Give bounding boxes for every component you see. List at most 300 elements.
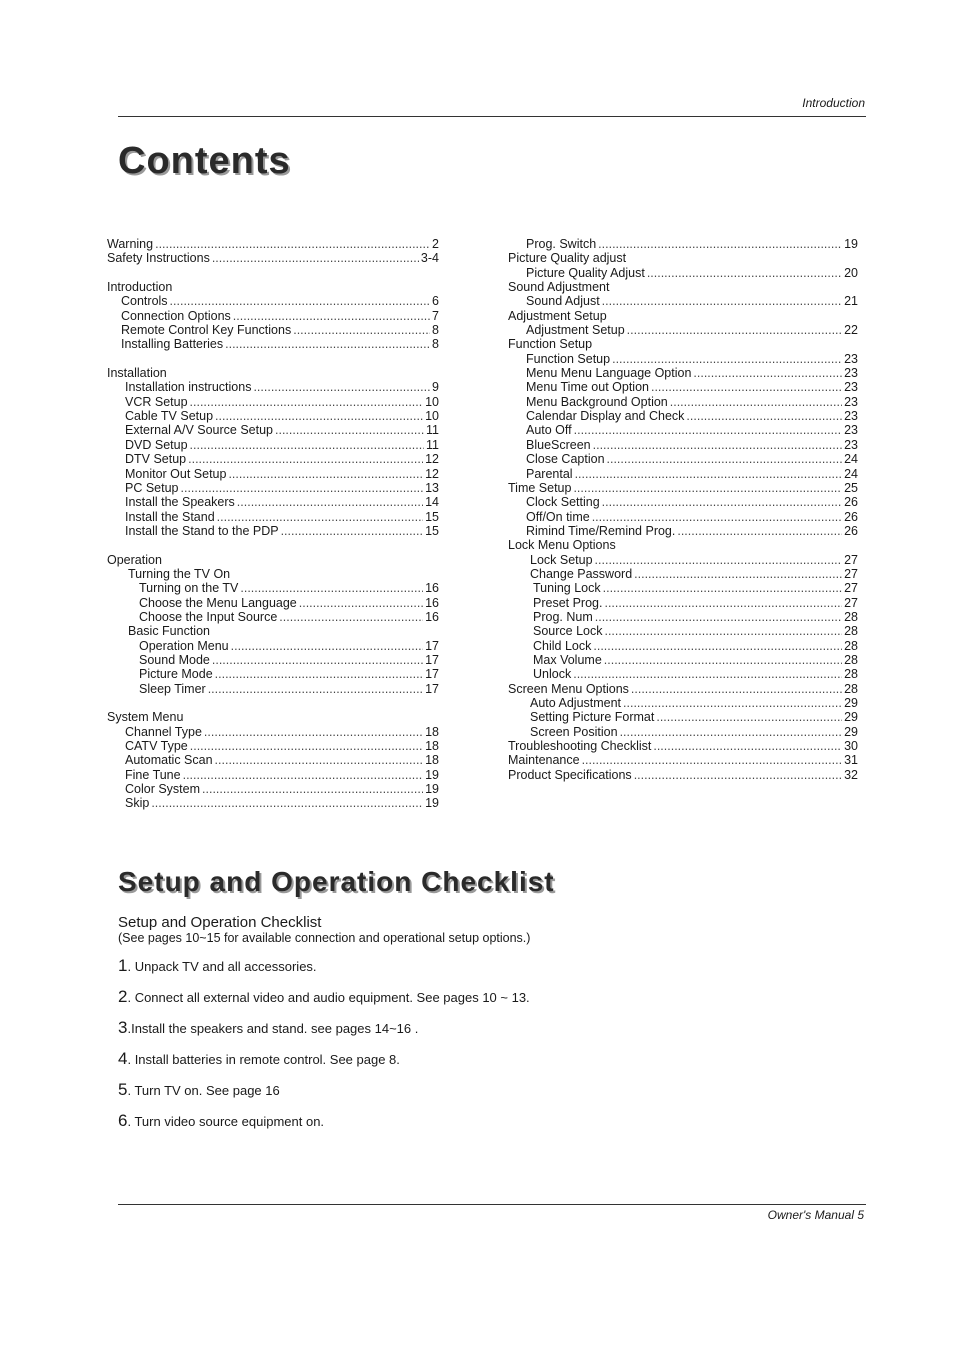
- toc-entry: [508, 639, 858, 653]
- toc-leader-dots: [693, 366, 842, 380]
- toc-entry-page: 19: [425, 767, 439, 782]
- toc-leader-dots: [602, 495, 842, 509]
- toc-entry: [107, 596, 439, 610]
- toc-entry: [508, 452, 858, 466]
- toc-entry: [107, 725, 439, 739]
- toc-leader-dots: [279, 610, 423, 624]
- toc-leader-dots: [595, 553, 843, 567]
- toc-entry-title: Time Setup: [508, 480, 572, 495]
- toc-entry-page: 21: [844, 294, 858, 309]
- toc-entry-title: Automatic Scan: [125, 753, 213, 768]
- toc-entry: [508, 266, 858, 280]
- toc-leader-dots: [215, 409, 423, 423]
- toc-entry-title: Install the Stand to the PDP: [125, 523, 279, 538]
- checklist-note: (See pages 10~15 for available connection and operational setup options.): [118, 931, 531, 945]
- toc-entry-title: Introduction: [107, 280, 173, 295]
- toc-entry-title: Adjustment Setup: [526, 323, 625, 338]
- toc-entry-title: Tuning Lock: [533, 581, 601, 596]
- toc-entry-page: 19: [425, 782, 439, 797]
- toc-entry-page: 27: [844, 566, 858, 581]
- toc-entry-title: PC Setup: [125, 480, 179, 495]
- checklist-title: Setup and Operation Checklist: [118, 866, 555, 897]
- toc-entry-title: Sound Adjust: [526, 294, 600, 309]
- toc-entry-title: Close Caption: [526, 452, 605, 467]
- toc-leader-dots: [634, 768, 842, 782]
- toc-entry: [508, 467, 858, 481]
- toc-entry-title: Lock Setup: [530, 552, 593, 567]
- toc-entry-title: System Menu: [107, 710, 184, 725]
- toc-entry: [107, 467, 439, 481]
- toc-entry: [508, 423, 858, 437]
- bottom-divider: [118, 1204, 866, 1205]
- toc-entry-title: Turning on the TV: [139, 581, 239, 596]
- toc-entry-page: 24: [844, 452, 858, 467]
- toc-leader-dots: [204, 725, 423, 739]
- toc-entry: [508, 395, 858, 409]
- toc-entry-title: Installation: [107, 366, 167, 381]
- toc-entry-page: 18: [425, 724, 439, 739]
- toc-entry-page: 26: [844, 509, 858, 524]
- toc-leader-dots: [293, 323, 430, 337]
- toc-entry-page: 27: [844, 581, 858, 596]
- toc-leader-dots: [275, 423, 424, 437]
- checklist-step: [118, 987, 530, 1007]
- toc-entry-page: 28: [844, 652, 858, 667]
- toc-entry-title: DVD Setup: [125, 437, 188, 452]
- toc-leader-dots: [212, 251, 419, 265]
- toc-entry-title: Calendar Display and Check: [526, 409, 685, 424]
- toc-entry-title: Screen Position: [530, 724, 618, 739]
- toc-leader-dots: [215, 667, 423, 681]
- toc-entry-title: Picture Quality Adjust: [526, 265, 645, 280]
- toc-entry-page: 17: [425, 667, 439, 682]
- toc-entry-page: 29: [844, 710, 858, 725]
- toc-entry: [508, 323, 858, 337]
- toc-leader-dots: [603, 581, 842, 595]
- toc-leader-dots: [183, 768, 424, 782]
- toc-entry-title: Max Volume: [533, 652, 602, 667]
- toc-leader-dots: [299, 596, 423, 610]
- toc-leader-dots: [627, 323, 842, 337]
- toc-entry-page: 6: [432, 294, 439, 309]
- toc-leader-dots: [604, 596, 842, 610]
- toc-entry: [107, 710, 439, 724]
- toc-entry: [508, 366, 858, 380]
- checklist-step: [118, 1018, 418, 1038]
- toc-entry-title: Remote Control Key Functions: [121, 323, 292, 338]
- toc-entry-title: Sound Mode: [139, 652, 210, 667]
- toc-entry-page: 28: [844, 609, 858, 624]
- toc-spacer: [107, 538, 439, 552]
- toc-entry-page: 27: [844, 552, 858, 567]
- toc-entry-page: 17: [425, 681, 439, 696]
- toc-entry-title: Change Password: [530, 566, 633, 581]
- toc-entry: [508, 653, 858, 667]
- toc-entry: [508, 481, 858, 495]
- toc-entry: [107, 481, 439, 495]
- toc-leader-dots: [612, 352, 842, 366]
- toc-leader-dots: [631, 682, 842, 696]
- toc-entry-title: Connection Options: [121, 308, 231, 323]
- toc-leader-dots: [677, 524, 842, 538]
- toc-entry: [508, 581, 858, 595]
- step-number: 3: [118, 1018, 128, 1037]
- toc-entry-title: Preset Prog.: [533, 595, 603, 610]
- toc-leader-dots: [604, 653, 842, 667]
- toc-entry-title: Turning the TV On: [128, 566, 231, 581]
- toc-entry-page: 23: [844, 366, 858, 381]
- toc-entry-title: Sleep Timer: [139, 681, 206, 696]
- step-text: . Unpack TV and all accessories.: [127, 959, 317, 974]
- toc-entry-page: 10: [425, 394, 439, 409]
- toc-entry-title: Menu Menu Language Option: [526, 366, 692, 381]
- toc-entry: [508, 294, 858, 308]
- toc-spacer: [107, 266, 439, 280]
- step-text: . Connect all external video and audio equipment. See pages 10 ~ 13.: [127, 990, 530, 1005]
- toc-leader-dots: [237, 495, 423, 509]
- toc-entry-page: 10: [425, 409, 439, 424]
- toc-leader-dots: [190, 395, 424, 409]
- toc-entry: [508, 538, 858, 552]
- toc-entry-page: 31: [844, 753, 858, 768]
- toc-entry-page: 9: [432, 380, 439, 395]
- toc-entry: [508, 495, 858, 509]
- toc-entry-page: 23: [844, 437, 858, 452]
- toc-entry-title: BlueScreen: [526, 437, 591, 452]
- toc-entry: [107, 395, 439, 409]
- toc-leader-dots: [634, 567, 842, 581]
- toc-entry: [107, 782, 439, 796]
- toc-leader-dots: [215, 753, 424, 767]
- toc-entry: [107, 237, 439, 251]
- toc-entry: [508, 725, 858, 739]
- toc-entry-title: Choose the Menu Language: [139, 595, 297, 610]
- toc-entry-page: 28: [844, 624, 858, 639]
- toc-entry-title: Skip: [125, 796, 150, 811]
- toc-leader-dots: [595, 610, 842, 624]
- checklist-step: [118, 956, 317, 976]
- toc-entry: [107, 524, 439, 538]
- toc-entry: [107, 438, 439, 452]
- toc-leader-dots: [686, 409, 842, 423]
- toc-leader-dots: [202, 782, 423, 796]
- toc-leader-dots: [188, 452, 423, 466]
- toc-entry: [508, 352, 858, 366]
- toc-entry: [107, 567, 439, 581]
- toc-leader-dots: [620, 725, 843, 739]
- toc-entry-page: 15: [425, 509, 439, 524]
- toc-leader-dots: [253, 380, 430, 394]
- toc-entry: [107, 667, 439, 681]
- toc-entry-title: Source Lock: [533, 624, 603, 639]
- toc-entry: [508, 280, 858, 294]
- footer-label: Owner's Manual 5: [767, 1208, 864, 1222]
- toc-leader-dots: [604, 624, 842, 638]
- toc-entry: [107, 753, 439, 767]
- toc-entry-title: Controls: [121, 294, 168, 309]
- toc-entry-title: Basic Function: [128, 624, 210, 639]
- toc-spacer: [107, 352, 439, 366]
- toc-entry-page: 15: [425, 523, 439, 538]
- toc-leader-dots: [190, 438, 424, 452]
- toc-entry-title: Maintenance: [508, 753, 580, 768]
- toc-entry-page: 8: [432, 337, 439, 352]
- toc-entry: [508, 596, 858, 610]
- toc-entry-title: Child Lock: [533, 638, 592, 653]
- toc-entry-title: Auto Adjustment: [530, 696, 622, 710]
- toc-entry-title: Rimind Time/Remind Prog.: [526, 523, 676, 538]
- checklist-step: [118, 1080, 280, 1100]
- toc-entry: [508, 251, 858, 265]
- toc-entry-title: Warning: [107, 237, 154, 251]
- toc-leader-dots: [573, 667, 842, 681]
- toc-entry-title: Prog. Num: [533, 609, 593, 624]
- toc-entry: [508, 409, 858, 423]
- toc-entry-title: Function Setup: [526, 351, 611, 366]
- toc-entry-title: Clock Setting: [526, 495, 600, 510]
- toc-entry-page: 19: [844, 237, 858, 251]
- toc-leader-dots: [670, 395, 842, 409]
- toc-entry: [508, 739, 858, 753]
- toc-leader-dots: [233, 309, 430, 323]
- toc-entry: [508, 510, 858, 524]
- checklist-step: [118, 1111, 324, 1131]
- checklist-step: [118, 1049, 400, 1069]
- toc-entry: [107, 624, 439, 638]
- toc-entry-title: Channel Type: [125, 724, 202, 739]
- toc-leader-dots: [225, 337, 430, 351]
- toc-leader-dots: [647, 266, 842, 280]
- toc-entry-title: VCR Setup: [125, 394, 188, 409]
- toc-leader-dots: [231, 639, 423, 653]
- toc-leader-dots: [155, 237, 430, 251]
- toc-entry: [508, 553, 858, 567]
- toc-leader-dots: [574, 423, 842, 437]
- toc-entry-title: Install the Speakers: [125, 495, 235, 510]
- toc-entry-page: 2: [432, 237, 439, 251]
- toc-entry-title: Unlock: [533, 667, 572, 682]
- toc-entry-title: Picture Quality adjust: [508, 251, 627, 266]
- toc-entry-page: 18: [425, 739, 439, 754]
- toc-entry-page: 23: [844, 380, 858, 395]
- toc-entry-page: 23: [844, 409, 858, 424]
- toc-entry: [107, 510, 439, 524]
- toc-entry-page: 32: [844, 767, 858, 782]
- toc-entry-page: 13: [425, 480, 439, 495]
- step-text: . Install batteries in remote control. See page 8.: [127, 1052, 400, 1067]
- toc-entry-page: 17: [425, 652, 439, 667]
- toc-leader-dots: [653, 739, 842, 753]
- toc-right-column: [508, 237, 858, 782]
- toc-entry: [107, 452, 439, 466]
- toc-entry-page: 11: [426, 423, 439, 438]
- toc-entry: [508, 380, 858, 394]
- toc-entry-page: 16: [425, 595, 439, 610]
- step-number: 2: [118, 987, 128, 1006]
- toc-leader-dots: [240, 581, 423, 595]
- toc-leader-dots: [575, 467, 843, 481]
- toc-left-column: [107, 237, 439, 811]
- toc-entry-title: Off/On time: [526, 509, 590, 524]
- toc-entry-page: 3-4: [420, 251, 439, 266]
- toc-leader-dots: [607, 452, 843, 466]
- step-number: 5: [118, 1080, 128, 1099]
- toc-leader-dots: [208, 682, 423, 696]
- toc-entry-title: Color System: [125, 782, 201, 797]
- toc-leader-dots: [592, 510, 842, 524]
- toc-entry: [107, 280, 439, 294]
- step-text: .Install the speakers and stand. see pages 14~16 .: [127, 1021, 419, 1036]
- step-number: 1: [118, 956, 128, 975]
- step-text: . Turn video source equipment on.: [127, 1114, 325, 1129]
- toc-entry-page: 30: [844, 739, 858, 754]
- toc-entry: [107, 639, 439, 653]
- toc-entry-page: 12: [425, 452, 439, 467]
- step-number: 4: [118, 1049, 128, 1068]
- toc-entry-title: Cable TV Setup: [125, 409, 214, 424]
- toc-leader-dots: [281, 524, 424, 538]
- toc-entry-page: 7: [432, 308, 439, 323]
- toc-entry-page: 12: [425, 466, 439, 481]
- toc-leader-dots: [217, 510, 423, 524]
- toc-entry-title: Installing Batteries: [121, 337, 224, 352]
- step-text: . Turn TV on. See page 16: [127, 1083, 280, 1098]
- toc-entry-page: 16: [425, 609, 439, 624]
- toc-entry-title: Picture Mode: [139, 667, 213, 682]
- toc-entry-title: Sound Adjustment: [508, 280, 610, 295]
- toc-entry: [508, 768, 858, 782]
- toc-entry-page: 20: [844, 265, 858, 280]
- toc-entry-page: 23: [844, 394, 858, 409]
- toc-leader-dots: [190, 739, 423, 753]
- toc-entry: [508, 753, 858, 767]
- toc-entry-title: Install the Stand: [125, 509, 215, 524]
- toc-entry-page: 11: [426, 437, 439, 452]
- toc-entry: [107, 739, 439, 753]
- toc-entry: [508, 567, 858, 581]
- toc-entry-title: Fine Tune: [125, 767, 181, 782]
- toc-entry: [508, 710, 858, 724]
- toc-entry-page: 18: [425, 753, 439, 768]
- toc-entry: [107, 251, 439, 265]
- toc-entry-page: 28: [844, 667, 858, 682]
- toc-entry-title: Parental: [526, 466, 573, 481]
- toc-entry: [107, 653, 439, 667]
- toc-entry: [107, 581, 439, 595]
- toc-entry-title: Troubleshooting Checklist: [508, 739, 652, 754]
- toc-entry-page: 25: [844, 480, 858, 495]
- toc-leader-dots: [593, 438, 842, 452]
- toc-leader-dots: [598, 237, 842, 251]
- toc-entry: [107, 610, 439, 624]
- toc-entry-page: 26: [844, 523, 858, 538]
- toc-leader-dots: [602, 294, 842, 308]
- toc-leader-dots: [623, 696, 842, 710]
- step-number: 6: [118, 1111, 128, 1130]
- toc-entry-title: Auto Off: [526, 423, 572, 438]
- toc-entry: [107, 380, 439, 394]
- toc-entry: [107, 294, 439, 308]
- toc-entry-title: External A/V Source Setup: [125, 423, 274, 438]
- toc-entry-page: 23: [844, 423, 858, 438]
- toc-leader-dots: [573, 481, 842, 495]
- toc-entry-title: Lock Menu Options: [508, 538, 616, 553]
- toc-entry-page: 27: [844, 595, 858, 610]
- toc-leader-dots: [228, 467, 423, 481]
- toc-entry-page: 24: [844, 466, 858, 481]
- toc-entry-title: Menu Background Option: [526, 394, 668, 409]
- toc-entry-title: CATV Type: [125, 739, 188, 754]
- toc-leader-dots: [582, 753, 843, 767]
- toc-leader-dots: [651, 380, 842, 394]
- toc-entry: [107, 309, 439, 323]
- checklist-subtitle: Setup and Operation Checklist: [118, 914, 322, 931]
- toc-entry-page: 28: [844, 638, 858, 653]
- toc-entry-title: Product Specifications: [508, 767, 632, 782]
- toc-entry-page: 28: [844, 681, 858, 696]
- toc-entry: [107, 495, 439, 509]
- toc-entry-title: Choose the Input Source: [139, 609, 278, 624]
- toc-spacer: [107, 696, 439, 710]
- toc-entry: [107, 423, 439, 437]
- toc-entry-page: 29: [844, 724, 858, 739]
- toc-entry: [508, 610, 858, 624]
- toc-entry-title: Operation Menu: [139, 638, 229, 653]
- toc-entry: [508, 682, 858, 696]
- toc-entry-title: Adjustment Setup: [508, 308, 607, 323]
- toc-entry-title: Function Setup: [508, 337, 593, 352]
- toc-entry: [508, 309, 858, 323]
- contents-title: Contents: [118, 140, 291, 182]
- toc-entry: [107, 553, 439, 567]
- toc-entry: [508, 524, 858, 538]
- toc-entry: [107, 796, 439, 810]
- toc-leader-dots: [170, 294, 431, 308]
- toc-entry-page: 19: [425, 796, 439, 811]
- toc-entry-page: 23: [844, 351, 858, 366]
- toc-entry: [508, 667, 858, 681]
- toc-entry-page: 17: [425, 638, 439, 653]
- toc-entry-page: 8: [432, 323, 439, 338]
- toc-leader-dots: [181, 481, 424, 495]
- toc-leader-dots: [656, 710, 842, 724]
- toc-entry: [107, 768, 439, 782]
- toc-entry-title: Installation instructions: [125, 380, 252, 395]
- toc-entry: [508, 237, 858, 251]
- toc-leader-dots: [212, 653, 423, 667]
- section-label: Introduction: [802, 96, 865, 110]
- toc-entry-title: Monitor Out Setup: [125, 466, 227, 481]
- toc-entry: [508, 438, 858, 452]
- toc-entry-title: DTV Setup: [125, 452, 187, 467]
- toc-entry-page: 16: [425, 581, 439, 596]
- toc-entry: [508, 696, 858, 710]
- toc-entry-title: Safety Instructions: [107, 251, 210, 266]
- toc-entry: [508, 624, 858, 638]
- toc-entry: [107, 682, 439, 696]
- top-divider: [118, 116, 866, 117]
- toc-entry-title: Screen Menu Options: [508, 681, 629, 696]
- toc-entry: [508, 337, 858, 351]
- toc-entry: [107, 323, 439, 337]
- toc-leader-dots: [593, 639, 842, 653]
- toc-entry-title: Operation: [107, 552, 162, 567]
- toc-entry-title: Setting Picture Format: [530, 710, 655, 725]
- toc-entry-page: 29: [844, 696, 858, 710]
- toc-entry: [107, 409, 439, 423]
- toc-leader-dots: [151, 796, 423, 810]
- toc-entry: [107, 337, 439, 351]
